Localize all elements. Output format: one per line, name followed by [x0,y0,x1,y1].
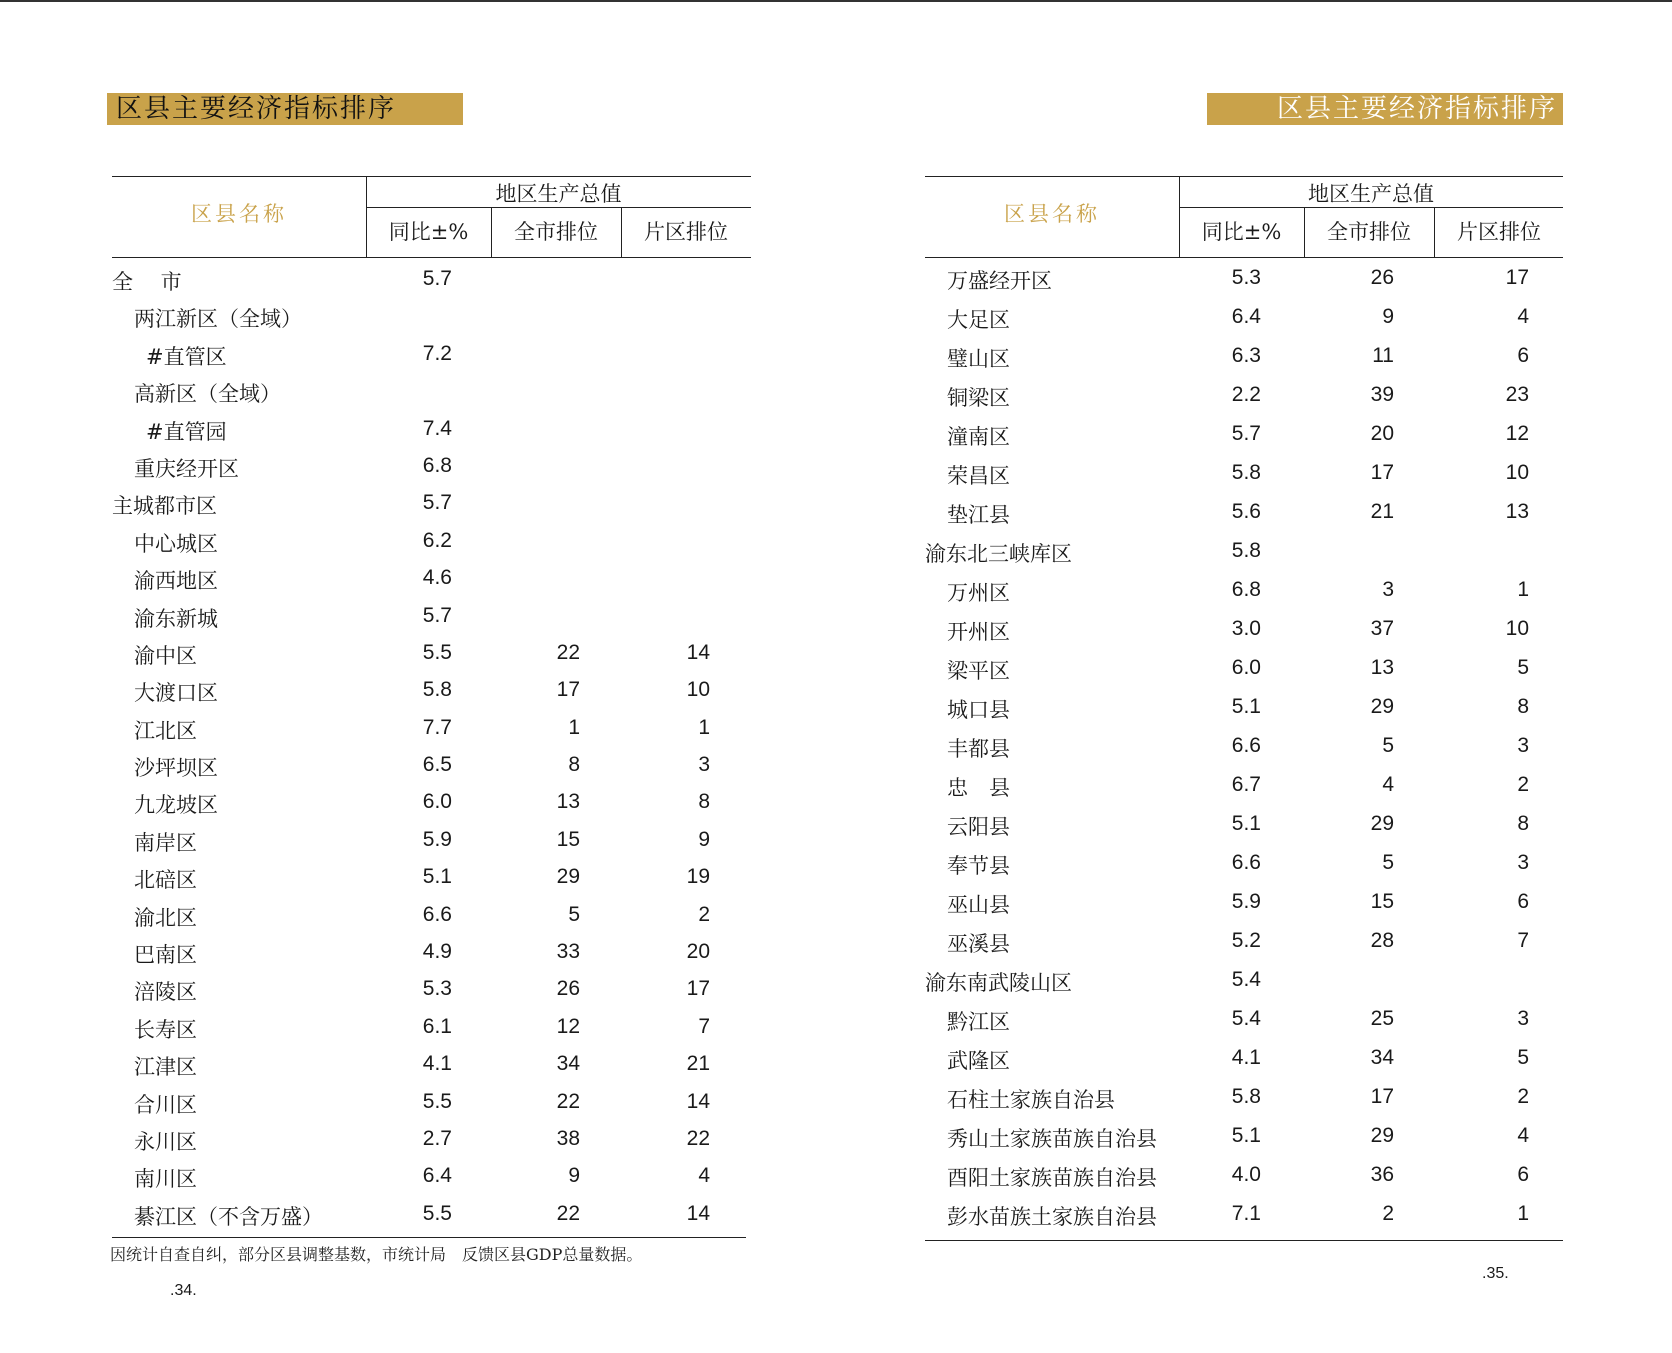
district-name: 涪陵区 [134,980,197,1005]
city-rank-value: 11 [1372,344,1394,367]
table-row [112,337,751,374]
table-row [112,1197,751,1234]
column-header-city-rank: 全市排位 [1327,220,1411,244]
area-rank-value: 14 [686,1201,710,1225]
district-name: 长寿区 [134,1017,197,1042]
district-name: 巫山县 [947,893,1010,917]
page-number: .35. [1482,1265,1509,1282]
district-name: 沙坪坝区 [134,756,218,781]
table-row [925,261,1563,300]
district-name: 重庆经开区 [134,456,239,481]
district-name: 彭水苗族土家族自治县 [947,1205,1157,1229]
district-name: 奉节县 [947,854,1010,878]
right-page [836,0,1672,1353]
district-name: 渝中区 [134,643,197,668]
city-rank-value: 9 [568,1164,580,1188]
city-rank-value: 4 [1382,773,1394,796]
area-rank-value: 1 [698,715,710,739]
area-rank-value: 14 [686,640,710,664]
city-rank-value: 5 [568,902,580,926]
district-name: 合川区 [134,1092,197,1117]
table-row [112,673,751,710]
gdp-yoy-value: 6.0 [1231,656,1261,679]
table-row [112,1122,751,1159]
gdp-yoy-value: 4.1 [1231,1046,1261,1069]
table-row [925,417,1563,456]
district-name: 渝东北三峡库区 [925,542,1072,566]
table-row [925,651,1563,690]
area-rank-value: 13 [1505,500,1529,523]
area-rank-value: 10 [686,678,710,702]
gdp-yoy-value: 2.7 [422,1126,452,1150]
gdp-yoy-value: 6.4 [1231,305,1261,328]
gdp-yoy-value: 6.8 [1231,578,1261,601]
table-row [925,1041,1563,1080]
city-rank-value: 3 [1382,578,1394,601]
district-name: 秀山土家族苗族自治县 [947,1127,1157,1151]
area-rank-value: 5 [1517,656,1529,679]
table-row [112,935,751,972]
gdp-yoy-value: 6.8 [422,453,452,477]
gdp-yoy-value: 5.7 [422,491,452,515]
city-rank-value: 8 [568,753,580,777]
district-name: 两江新区（全域） [134,307,302,332]
table-row [925,456,1563,495]
ranking-table [112,262,751,1234]
district-name: 铜梁区 [947,386,1010,410]
table-row [112,711,751,748]
table-row [112,486,751,523]
table-row [925,768,1563,807]
gdp-yoy-value: 5.1 [422,865,452,889]
gdp-yoy-value: 5.8 [1231,539,1261,562]
district-name: 潼南区 [947,425,1010,449]
gdp-yoy-value: 6.2 [422,528,452,552]
area-rank-value: 9 [698,827,710,851]
column-header-name: 区县名称 [1004,202,1100,226]
table-row [112,1010,751,1047]
gdp-yoy-value: 5.6 [1231,500,1261,523]
gdp-yoy-value: 7.4 [422,416,452,440]
table-row [112,748,751,785]
city-rank-value: 39 [1370,383,1394,406]
table-bottom-rule [112,1237,746,1238]
header-top-rule [112,176,751,177]
district-name: 武隆区 [947,1049,1010,1073]
district-name: 忠 县 [947,776,1010,800]
gdp-yoy-value: 6.7 [1231,773,1261,796]
district-name: 酉阳土家族苗族自治县 [947,1166,1157,1190]
table-row [112,636,751,673]
district-name: 万盛经开区 [947,269,1052,293]
district-name: 大渡口区 [134,681,218,706]
table-row [112,299,751,336]
district-name: 巴南区 [134,943,197,968]
table-row [925,846,1563,885]
city-rank-value: 15 [1370,890,1394,913]
section-banner: 区县主要经济指标排序 [1207,93,1563,125]
gdp-yoy-value: 7.7 [422,715,452,739]
area-rank-value: 23 [1505,383,1529,406]
column-header-city-rank: 全市排位 [514,220,598,244]
district-name: 高新区（全域） [134,382,281,407]
city-rank-value: 22 [556,1201,580,1225]
gdp-yoy-value: 5.2 [1231,929,1261,952]
district-name: 全 市 [112,270,182,294]
area-rank-value: 8 [1517,812,1529,835]
area-rank-value: 2 [1517,1085,1529,1108]
area-rank-value: 2 [698,902,710,926]
city-rank-value: 17 [1370,461,1394,484]
city-rank-value: 26 [1370,266,1394,289]
header-bottom-rule [112,257,751,258]
district-name: 梁平区 [947,659,1010,683]
area-rank-value: 19 [686,865,710,889]
table-row [925,1158,1563,1197]
city-rank-value: 25 [1370,1007,1394,1030]
table-row [112,262,751,299]
area-rank-value: 6 [1517,1163,1529,1186]
area-rank-value: 3 [1517,1007,1529,1030]
city-rank-value: 15 [556,827,580,851]
table-row [112,860,751,897]
area-rank-value: 10 [1505,617,1529,640]
district-name: 丰都县 [947,737,1010,761]
area-rank-value: 22 [686,1126,710,1150]
table-row [925,300,1563,339]
gdp-yoy-value: 4.6 [422,566,452,590]
area-rank-value: 8 [698,790,710,814]
gdp-yoy-value: 5.1 [1231,695,1261,718]
gdp-yoy-value: 3.0 [1231,617,1261,640]
area-rank-value: 7 [1517,929,1529,952]
district-name: 北碚区 [134,868,197,893]
area-rank-value: 8 [1517,695,1529,718]
table-bottom-rule [925,1240,1563,1241]
city-rank-value: 34 [556,1052,580,1076]
table-row [112,1085,751,1122]
table-row [925,495,1563,534]
column-header-area-rank: 片区排位 [1457,220,1541,244]
gdp-yoy-value: 6.0 [422,790,452,814]
table-row [112,449,751,486]
area-rank-value: 4 [698,1164,710,1188]
gdp-yoy-value: 5.9 [1231,890,1261,913]
section-banner: 区县主要经济指标排序 [107,93,463,125]
table-row [925,690,1563,729]
city-rank-value: 13 [1370,656,1394,679]
column-header-yoy: 同比±% [1201,220,1282,244]
table-row [112,412,751,449]
table-row [925,1119,1563,1158]
district-name: 九龙坡区 [134,793,218,818]
district-name: 万州区 [947,581,1010,605]
table-row [925,378,1563,417]
column-group-gdp: 地区生产总值 [495,182,622,206]
area-rank-value: 7 [698,1014,710,1038]
gdp-yoy-value: 6.6 [422,902,452,926]
area-rank-value: 14 [686,1089,710,1113]
table-row [925,963,1563,1002]
district-name: 渝东南武陵山区 [925,971,1072,995]
gdp-yoy-value: 6.4 [422,1164,452,1188]
area-rank-value: 12 [1505,422,1529,445]
area-rank-value: 5 [1517,1046,1529,1069]
area-rank-value: 4 [1517,305,1529,328]
city-rank-value: 21 [1370,500,1394,523]
table-row [112,561,751,598]
gdp-yoy-value: 5.8 [1231,461,1261,484]
city-rank-value: 29 [1370,695,1394,718]
district-name: 中心城区 [134,531,218,556]
district-name: 黔江区 [947,1010,1010,1034]
table-row [925,729,1563,768]
table-row [112,785,751,822]
city-rank-value: 22 [556,1089,580,1113]
gdp-yoy-value: 6.3 [1231,344,1261,367]
area-rank-value: 4 [1517,1124,1529,1147]
gdp-yoy-value: 6.1 [422,1014,452,1038]
gdp-yoy-value: 5.5 [422,640,452,664]
table-row [112,972,751,1009]
city-rank-value: 33 [556,940,580,964]
city-rank-value: 38 [556,1126,580,1150]
district-name: #直管园 [146,419,227,444]
city-rank-value: 29 [1370,1124,1394,1147]
area-rank-value: 2 [1517,773,1529,796]
district-name: 璧山区 [947,347,1010,371]
city-rank-value: 9 [1382,305,1394,328]
table-row [112,374,751,411]
city-rank-value: 17 [1370,1085,1394,1108]
gdp-yoy-value: 4.0 [1231,1163,1261,1186]
district-name: 荣昌区 [947,464,1010,488]
footnote: 因统计自查自纠，部分区县调整基数，市统计局 反馈区县GDP总量数据。 [110,1245,643,1264]
gdp-yoy-value: 5.3 [1231,266,1261,289]
column-header-yoy: 同比±% [388,220,469,244]
district-name: 云阳县 [947,815,1010,839]
district-name: 巫溪县 [947,932,1010,956]
gdp-yoy-value: 5.3 [422,977,452,1001]
district-name: 主城都市区 [112,494,217,519]
area-rank-value: 1 [1517,1202,1529,1225]
city-rank-value: 20 [1370,422,1394,445]
table-row [112,524,751,561]
column-header-area-rank: 片区排位 [644,220,728,244]
page-number: .34. [170,1282,197,1299]
gdp-yoy-value: 2.2 [1231,383,1261,406]
city-rank-value: 22 [556,640,580,664]
table-header [925,176,1563,258]
area-rank-value: 1 [1517,578,1529,601]
city-rank-value: 29 [556,865,580,889]
city-rank-value: 36 [1370,1163,1394,1186]
gdp-yoy-value: 5.1 [1231,1124,1261,1147]
district-name: 江北区 [134,718,197,743]
gdp-yoy-value: 6.5 [422,753,452,777]
area-rank-value: 21 [686,1052,710,1076]
city-rank-value: 17 [556,678,580,702]
district-name: 渝北区 [134,905,197,930]
city-rank-value: 37 [1370,617,1394,640]
gdp-yoy-value: 5.8 [1231,1085,1261,1108]
gdp-yoy-value: 5.9 [422,827,452,851]
gdp-yoy-value: 6.6 [1231,734,1261,757]
city-rank-value: 1 [568,715,580,739]
gdp-yoy-value: 7.2 [422,341,452,365]
ranking-table [925,261,1563,1236]
city-rank-value: 2 [1382,1202,1394,1225]
gdp-yoy-value: 5.7 [422,267,452,290]
table-row [925,1080,1563,1119]
table-row [112,1047,751,1084]
table-row [925,1002,1563,1041]
table-row [112,898,751,935]
city-rank-value: 29 [1370,812,1394,835]
area-rank-value: 3 [698,753,710,777]
area-rank-value: 3 [1517,851,1529,874]
area-rank-value: 3 [1517,734,1529,757]
district-name: 开州区 [947,620,1010,644]
gdp-yoy-value: 6.6 [1231,851,1261,874]
district-name: 南岸区 [134,830,197,855]
district-name: 石柱土家族自治县 [947,1088,1115,1112]
district-name: 永川区 [134,1129,197,1154]
district-name: 南川区 [134,1167,197,1192]
table-row [925,924,1563,963]
city-rank-value: 34 [1370,1046,1394,1069]
table-row [112,599,751,636]
gdp-yoy-value: 5.4 [1231,968,1261,991]
table-row [112,823,751,860]
district-name: 城口县 [947,698,1010,722]
gdp-yoy-value: 5.5 [422,1089,452,1113]
district-name: 江津区 [134,1055,197,1080]
table-row [925,612,1563,651]
area-rank-value: 17 [1505,266,1529,289]
district-name: 渝东新城 [134,606,218,631]
district-name: 綦江区（不含万盛） [134,1204,323,1229]
gdp-yoy-value: 5.7 [1231,422,1261,445]
table-row [925,885,1563,924]
gdp-yoy-value: 7.1 [1231,1202,1261,1225]
area-rank-value: 6 [1517,890,1529,913]
table-row [925,573,1563,612]
area-rank-value: 6 [1517,344,1529,367]
gdp-yoy-value: 5.1 [1231,812,1261,835]
city-rank-value: 26 [556,977,580,1001]
gdp-yoy-value: 5.7 [422,603,452,627]
header-bottom-rule [925,257,1563,258]
table-row [112,1159,751,1196]
table-row [925,534,1563,573]
city-rank-value: 12 [556,1014,580,1038]
area-rank-value: 17 [686,977,710,1001]
column-group-gdp: 地区生产总值 [1308,182,1434,206]
district-name: 渝西地区 [134,569,218,594]
city-rank-value: 13 [556,790,580,814]
header-top-rule [925,176,1563,177]
gdp-yoy-value: 5.8 [422,678,452,702]
city-rank-value: 28 [1370,929,1394,952]
area-rank-value: 20 [686,940,710,964]
city-rank-value: 5 [1382,734,1394,757]
city-rank-value: 5 [1382,851,1394,874]
gdp-yoy-value: 4.1 [422,1052,452,1076]
gdp-yoy-value: 4.9 [422,940,452,964]
table-row [925,807,1563,846]
gdp-yoy-value: 5.5 [422,1201,452,1225]
area-rank-value: 10 [1505,461,1529,484]
district-name: 大足区 [947,308,1010,332]
district-name: #直管区 [146,344,227,369]
table-header [112,176,751,258]
table-row [925,1197,1563,1236]
column-header-name: 区县名称 [191,202,287,226]
table-row [925,339,1563,378]
district-name: 垫江县 [947,503,1010,527]
gdp-yoy-value: 5.4 [1231,1007,1261,1030]
